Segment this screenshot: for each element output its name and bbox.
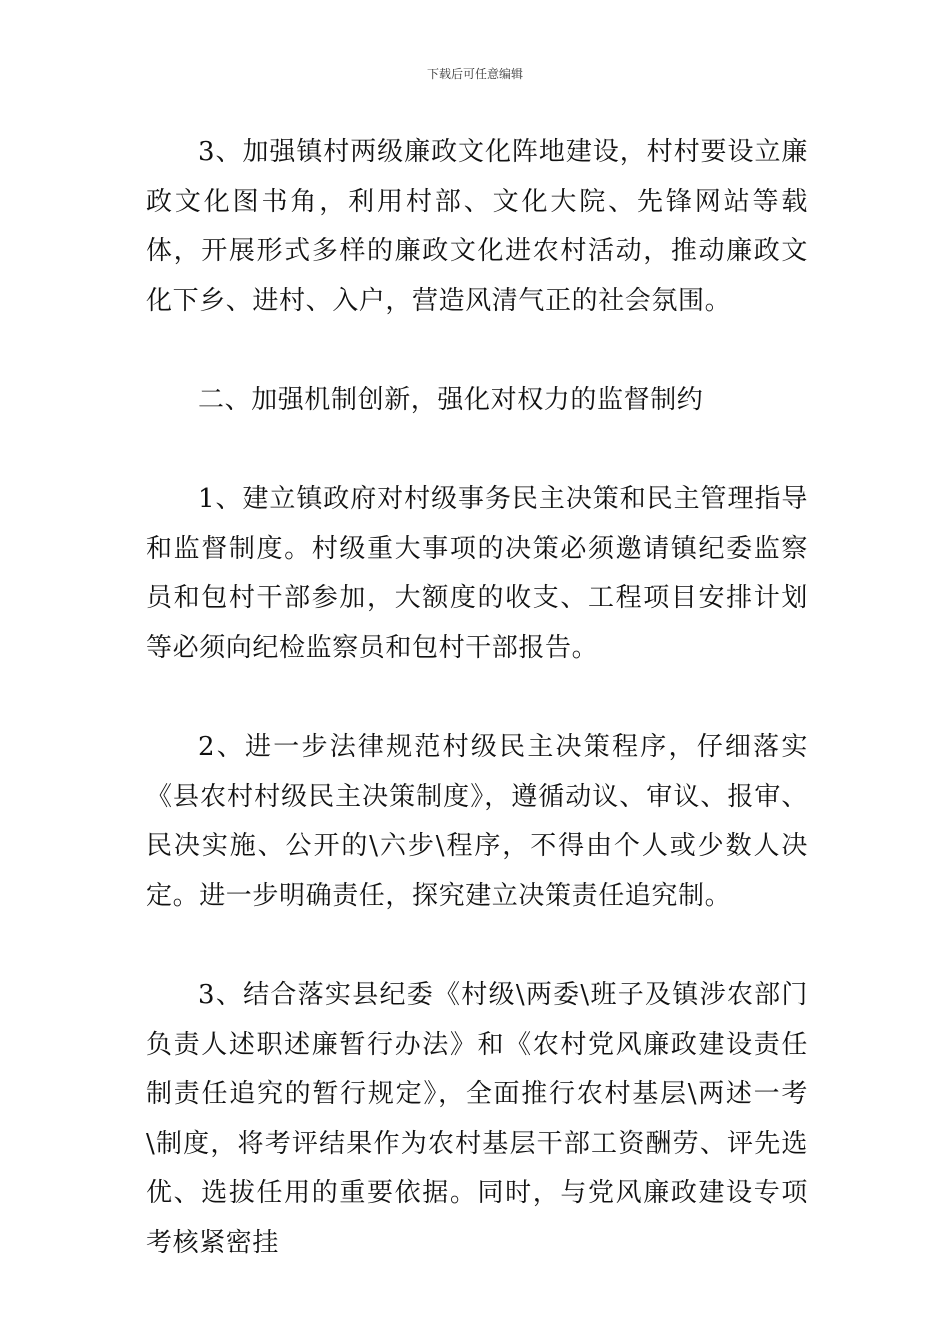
- paragraph-4: 3、结合落实县纪委《村级\两委\班子及镇涉农部门负责人述职述廉暂行办法》和《农村党风廉政建设责任制责任追究的暂行规定》，全面推行农村基层\两述一考\制度，将考评结果作为农村基层干部工资酬劳、评先选优、选拔任用的重要依据。同时，与党风廉政建设专项考核紧密挂: [146, 980, 808, 1259]
- page-header: 下载后可任意编辑: [426, 67, 523, 81]
- section-heading: 二、加强机制创新，强化对权力的监督制约: [198, 384, 704, 415]
- paragraph-3: 2、进一步法律规范村级民主决策程序，仔细落实《县农村村级民主决策制度》，遵循动议、审议、报审、民决实施、公开的\六步\程序，不得由个人或少数人决定。进一步明确责任，探究建立决策责任追究制。: [146, 732, 808, 911]
- document-body: [146, 128, 808, 1269]
- paragraph-1: 3、加强镇村两级廉政文化阵地建设，村村要设立廉政文化图书角，利用村部、文化大院、先锋网站等载体，开展形式多样的廉政文化进农村活动，推动廉政文化下乡、进村、入户，营造风清气正的社会氛围。: [146, 137, 808, 316]
- paragraph-2: 1、建立镇政府对村级事务民主决策和民主管理指导和监督制度。村级重大事项的决策必须邀请镇纪委监察员和包村干部参加，大额度的收支、工程项目安排计划等必须向纪检监察员和包村干部报告。: [146, 484, 808, 663]
